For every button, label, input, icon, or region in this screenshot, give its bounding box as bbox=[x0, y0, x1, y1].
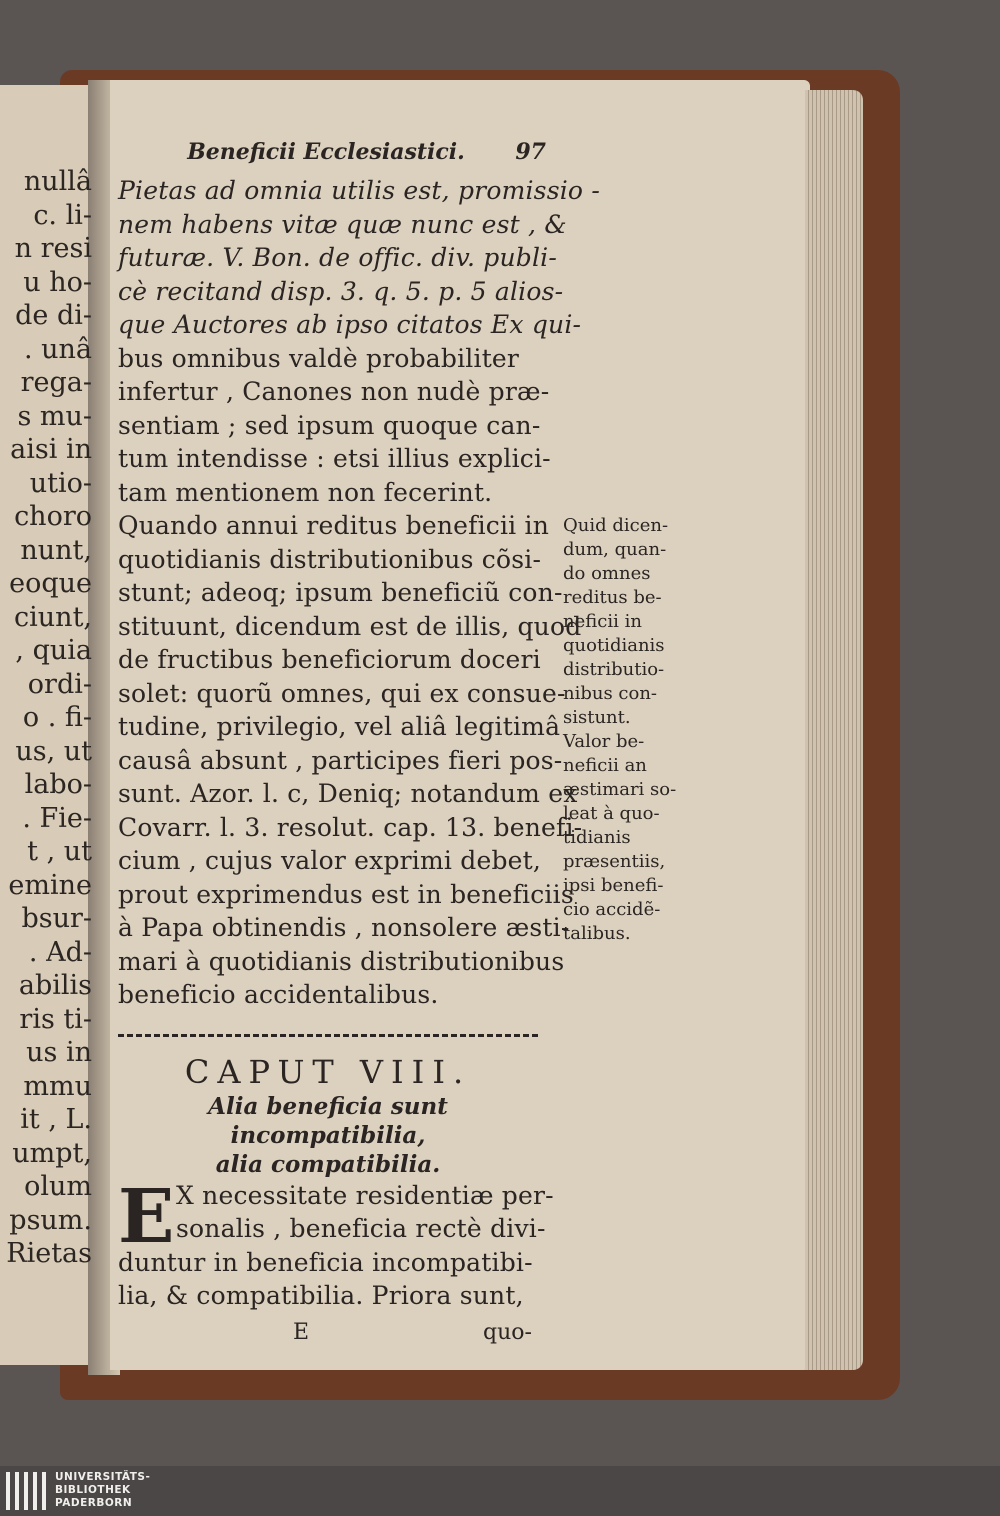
body-line: duntur in beneficia incompatibi- bbox=[118, 1247, 533, 1277]
main-paragraph bbox=[118, 174, 600, 1012]
left-page-line: umpt, bbox=[12, 1137, 92, 1169]
left-page-line: . Fie- bbox=[22, 802, 92, 834]
catchword: quo- bbox=[483, 1319, 532, 1345]
text-line: sentiam ; sed ipsum quoque can- bbox=[118, 410, 541, 440]
marginal-notes bbox=[563, 514, 698, 946]
left-page-line: labo- bbox=[24, 769, 92, 800]
left-page-line: aisi in bbox=[10, 434, 92, 465]
text-line: beneficio accidentalibus. bbox=[118, 980, 439, 1009]
left-page-line: psum. bbox=[9, 1204, 92, 1236]
marginal-note-line: reditus be- bbox=[563, 587, 662, 608]
page-number: 97 bbox=[515, 139, 546, 165]
left-page-line: ris ti- bbox=[19, 1003, 92, 1035]
left-page-line: c. li- bbox=[33, 199, 92, 231]
running-title: Beneficii Ecclesiastici. bbox=[187, 139, 465, 165]
marginal-note-line: cio accidẽ- bbox=[563, 899, 661, 920]
marginal-note-line: do omnes bbox=[563, 563, 651, 584]
text-line: tam mentionem non fecerint. bbox=[118, 477, 493, 507]
text-line: quotidianis distributionibus cõsi- bbox=[118, 544, 542, 574]
marginal-note-line: tidianis bbox=[563, 827, 631, 848]
left-page-text bbox=[0, 165, 92, 1271]
left-page-line: , quia bbox=[15, 635, 92, 666]
marginal-note-line: sistunt. bbox=[563, 707, 631, 728]
text-line: futuræ. V. Bon. de offic. div. publi- bbox=[118, 243, 558, 272]
body-line: X necessitate residentiæ per- bbox=[176, 1180, 554, 1210]
signature-mark: E bbox=[293, 1319, 310, 1345]
main-text-column bbox=[118, 130, 600, 1353]
left-page-line: o . fi- bbox=[22, 702, 92, 733]
text-line: mari à quotidianis distributionibus bbox=[118, 946, 565, 976]
left-page-line: utio- bbox=[29, 467, 92, 499]
left-page-line: . Ad- bbox=[28, 936, 92, 968]
left-page-line: n resi bbox=[14, 233, 92, 264]
text-line: cè recitand disp. 3. q. 5. p. 5 alios- bbox=[118, 276, 564, 306]
running-header bbox=[118, 130, 558, 174]
marginal-note-line: talibus. bbox=[563, 923, 631, 944]
left-page-line: de di- bbox=[15, 300, 92, 331]
text-line: prout exprimendus est in beneficiis bbox=[118, 879, 574, 909]
left-page-line: u ho- bbox=[23, 266, 92, 298]
text-line: cium , cujus valor exprimi debet, bbox=[118, 846, 542, 875]
text-line: tudine, privilegio, vel aliâ legitimâ bbox=[118, 712, 561, 741]
chapter-heading-line: Alia beneficia sunt incompatibilia, bbox=[208, 1092, 448, 1149]
left-page-line: nunt, bbox=[20, 534, 92, 566]
library-logo-icon bbox=[6, 1472, 46, 1510]
left-page-line: eoque bbox=[9, 568, 92, 599]
left-page-line: abilis bbox=[18, 970, 92, 1001]
text-line: infertur , Canones non nudè præ- bbox=[118, 377, 550, 406]
marginal-note-line: leat à quo- bbox=[563, 803, 660, 824]
left-page-line: us in bbox=[26, 1037, 92, 1068]
text-line: solet: quorũ omnes, qui ex consue- bbox=[118, 678, 566, 708]
marginal-note-line: quotidianis bbox=[563, 635, 665, 656]
text-line: stunt; adeoq; ipsum beneficiũ con- bbox=[118, 578, 563, 607]
body-line: sonalis , beneficia rectè divi- bbox=[176, 1214, 546, 1243]
marginal-note-line: neficii in bbox=[563, 611, 642, 632]
text-line: tum intendisse : etsi illius explici- bbox=[118, 444, 551, 473]
page-footline bbox=[118, 1313, 558, 1353]
drop-cap: E bbox=[118, 1173, 175, 1260]
text-line: Covarr. l. 3. resolut. cap. 13. benefi- bbox=[118, 812, 583, 842]
marginal-note-line: Valor be- bbox=[563, 731, 645, 752]
marginal-note-line: æstimari so- bbox=[563, 779, 677, 800]
left-page-line: ciunt, bbox=[14, 601, 92, 633]
text-line: stituunt, dicendum est de illis, quod bbox=[118, 611, 582, 641]
left-page-line: bsur- bbox=[21, 903, 92, 934]
text-line: nem habens vitæ quæ nunc est , & bbox=[118, 209, 567, 239]
page-edges bbox=[805, 90, 863, 1370]
marginal-note-line: Quid dicen- bbox=[563, 515, 669, 536]
left-page-line: emine bbox=[8, 869, 92, 901]
left-page-line: . unâ bbox=[23, 333, 92, 365]
text-line: que Auctores ab ipso citatos Ex qui- bbox=[118, 310, 582, 339]
text-line: Pietas ad omnia utilis est, promissio - bbox=[118, 176, 600, 205]
marginal-note-line: distributio- bbox=[563, 659, 665, 680]
marginal-note-line: nibus con- bbox=[563, 683, 658, 704]
left-page-line: mmu bbox=[23, 1070, 92, 1102]
left-page-line: s mu- bbox=[17, 400, 92, 432]
marginal-note-line: neficii an bbox=[563, 755, 647, 776]
marginal-note-line: ipsi benefi- bbox=[563, 875, 664, 896]
text-line: bus omnibus valdè probabiliter bbox=[118, 343, 520, 373]
text-line: de fructibus beneficiorum doceri bbox=[118, 645, 541, 674]
text-line: Quando annui reditus beneficii in bbox=[118, 511, 550, 540]
chapter-body bbox=[118, 1173, 558, 1313]
left-page-line: ordi- bbox=[27, 668, 92, 700]
left-page-line: t , ut bbox=[27, 836, 92, 867]
chapter-title: CAPUT VIII. bbox=[184, 1052, 472, 1091]
left-page-line: us, ut bbox=[15, 735, 92, 767]
text-line: causâ absunt , participes fieri pos- bbox=[118, 745, 563, 775]
left-page-line: it , L. bbox=[20, 1104, 92, 1135]
text-line: à Papa obtinendis , nonsolere æsti- bbox=[118, 913, 570, 942]
left-page-line: olum bbox=[24, 1171, 92, 1202]
text-line: sunt. Azor. l. c, Deniq; notandum ex bbox=[118, 779, 578, 808]
left-page-line: nullâ bbox=[23, 166, 92, 197]
body-line: lia, & compatibilia. Priora sunt, bbox=[118, 1281, 524, 1310]
section-rule bbox=[118, 1012, 558, 1052]
library-name: UNIVERSITÄTS- BIBLIOTHEK PADERBORN bbox=[55, 1471, 151, 1509]
left-page-line: rega- bbox=[20, 367, 92, 398]
marginal-note-line: dum, quan- bbox=[563, 539, 667, 560]
left-page-line: Rietas bbox=[6, 1238, 92, 1269]
left-page-line: choro bbox=[14, 501, 92, 532]
library-footer bbox=[0, 1466, 1000, 1516]
marginal-note-line: præsentiis, bbox=[563, 851, 666, 872]
chapter-heading-line: alia compatibilia. bbox=[215, 1150, 441, 1178]
